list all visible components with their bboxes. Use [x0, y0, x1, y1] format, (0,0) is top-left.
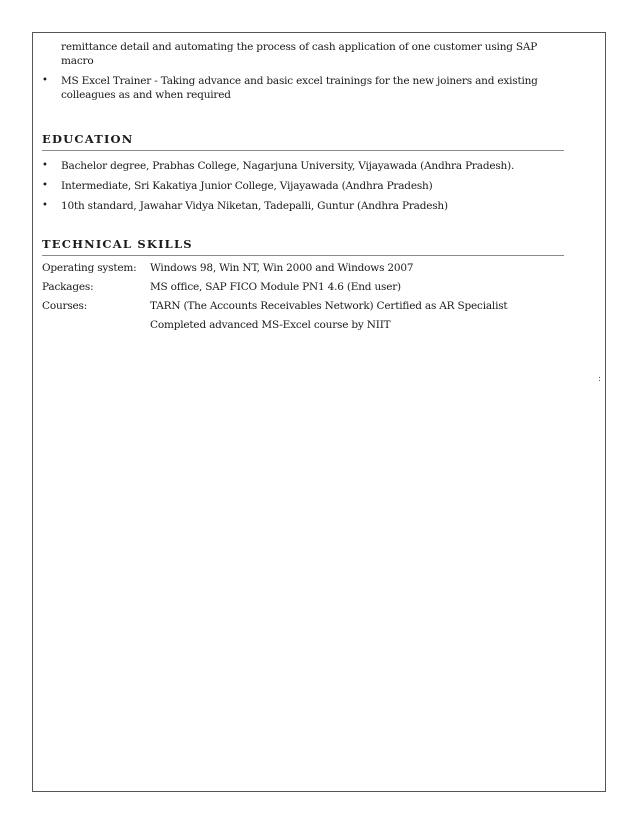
education-item-text: 10th standard, Jawahar Vidya Niketan, Tadepalli, Guntur (Andhra Pradesh)	[61, 200, 448, 212]
side-mark: :	[598, 374, 602, 384]
resume-page-content	[42, 40, 564, 337]
education-heading: EDUCATION	[42, 132, 564, 151]
experience-bullet-list	[42, 74, 564, 102]
skills-value: Windows 98, Win NT, Win 2000 and Windows 2007	[150, 262, 414, 274]
skills-row-courses-extra	[42, 318, 507, 337]
technical-skills-heading: TECHNICAL SKILLS	[42, 237, 564, 256]
education-item-text: Bachelor degree, Prabhas College, Nagarjuna University, Vijayawada (Andhra Pradesh).	[61, 160, 515, 172]
skills-label: Packages:	[42, 281, 94, 293]
skills-label	[42, 318, 150, 337]
education-list	[42, 159, 564, 213]
bullet-icon: •	[42, 180, 48, 191]
experience-continued-text: remittance detail and automating the process of cash application of one customer using SAP macro	[61, 41, 538, 67]
experience-continuation	[42, 40, 564, 102]
skills-row-operating-system	[42, 261, 507, 280]
technical-skills-section	[42, 237, 564, 337]
skills-label: Courses:	[42, 300, 88, 312]
experience-bullet-text: MS Excel Trainer - Taking advance and basic excel trainings for the new joiners and existing colleagues as and when required	[61, 75, 538, 101]
skills-value: MS office, SAP FICO Module PN1 4.6 (End user)	[150, 281, 401, 293]
education-item-text: Intermediate, Sri Kakatiya Junior College, Vijayawada (Andhra Pradesh)	[61, 180, 433, 192]
bullet-icon: •	[42, 75, 48, 86]
skills-row-courses	[42, 299, 507, 318]
technical-skills-table	[42, 261, 507, 337]
bullet-icon: •	[42, 160, 48, 171]
education-item	[42, 159, 564, 173]
skills-row-packages	[42, 280, 507, 299]
skills-label: Operating system:	[42, 262, 137, 274]
skills-value: Completed advanced MS-Excel course by NIIT	[150, 319, 391, 331]
experience-bullet-item	[42, 74, 564, 102]
education-item	[42, 199, 564, 213]
bullet-icon: •	[42, 200, 48, 211]
education-section	[42, 132, 564, 213]
education-item	[42, 179, 564, 193]
skills-value: TARN (The Accounts Receivables Network) Certified as AR Specialist	[150, 300, 508, 312]
